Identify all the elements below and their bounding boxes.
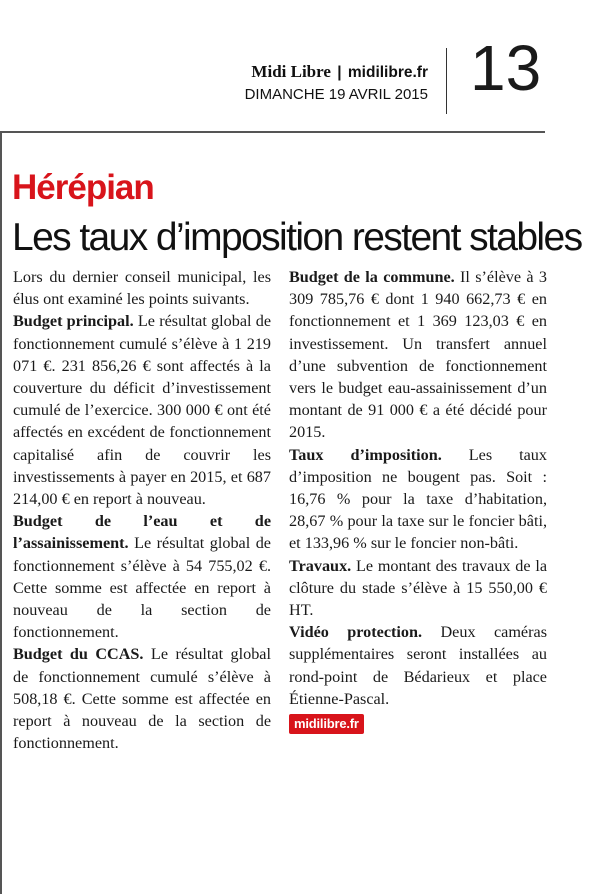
article-headline: Les taux d’imposition restent stables: [12, 216, 582, 259]
article-section: [13, 643, 271, 754]
article-column-right: [289, 266, 547, 734]
issue-date: DIMANCHE 19 AVRIL 2015: [244, 86, 428, 103]
brand-badge: midilibre.fr: [289, 714, 364, 734]
section-text: Le résultat global de fonctionnement cumulé s’élève à 508,18 €. Cette somme est affectée en report à nouveau de la section de fonctionnement.: [13, 645, 271, 753]
publication-name: Midi Libre: [251, 62, 331, 81]
article-column-left: [13, 266, 271, 754]
section-lead: Travaux.: [289, 556, 352, 575]
section-lead: Budget du CCAS.: [13, 645, 144, 664]
article-intro: Lors du dernier conseil municipal, les élus ont examiné les points suivants.: [13, 268, 271, 309]
section-lead: Vidéo protection.: [289, 623, 423, 642]
column-rule: [0, 133, 2, 894]
header-divider: [446, 48, 447, 114]
header-rule: [0, 131, 545, 133]
section-text: Le résultat global de fonctionnement s’élève à 54 755,02 €. Cette somme est affectée en report à nouveau de la section de fonctionnement.: [13, 534, 271, 642]
article-section: [289, 444, 547, 555]
section-text: Deux caméras supplémentaires seront installées au rond-point de Bédarieux et place Étienne-Pascal.: [289, 623, 547, 708]
article-section: [13, 510, 271, 643]
section-lead: Taux d’imposition.: [289, 445, 442, 464]
article-section: [289, 621, 547, 710]
section-lead: Budget principal.: [13, 312, 134, 331]
section-text: Les taux d’imposition ne bougent pas. Soit : 16,76 % pour la taxe d’habitation, 28,67 % pour la taxe sur le foncier bâti, et 133,96 % sur le foncier non-bâti.: [289, 445, 547, 553]
article-section: [289, 266, 547, 444]
article-kicker: Hérépian: [12, 168, 154, 207]
article-section: [289, 555, 547, 622]
article-section: [13, 310, 271, 510]
publication-line: [251, 62, 428, 82]
section-lead: Budget de la commune.: [289, 268, 455, 286]
page-header: [0, 0, 600, 132]
section-text: Il s’élève à 3 309 785,76 € dont 1 940 662,73 € en fonctionnement et 1 369 123,03 € en investissement. Un transfert annuel d’une subvention de fonctionnement vers le budget eau-assainissement d’un montant de 91 000 € a été décidé pour 2015.: [289, 268, 547, 442]
section-lead: Budget de l’eau et de l’assainissement.: [13, 512, 271, 553]
page-number: 13: [470, 32, 542, 104]
publication-website: midilibre.fr: [347, 64, 428, 81]
section-text: Le résultat global de fonctionnement cumulé s’élève à 1 219 071 €. 231 856,26 € sont affectés à la couverture du déficit d’investissement cumulé de l’exercice. 300 000 € ont été affectés en excédent de fonctionnement capitalisé afin de couvrir les investissements à payer en 2015, et 687 214,00 € en report à nouveau.: [13, 312, 271, 509]
publication-separator: |: [337, 64, 342, 81]
section-text: Le montant des travaux de la clôture du stade s’élève à 15 550,00 € HT.: [289, 556, 547, 620]
